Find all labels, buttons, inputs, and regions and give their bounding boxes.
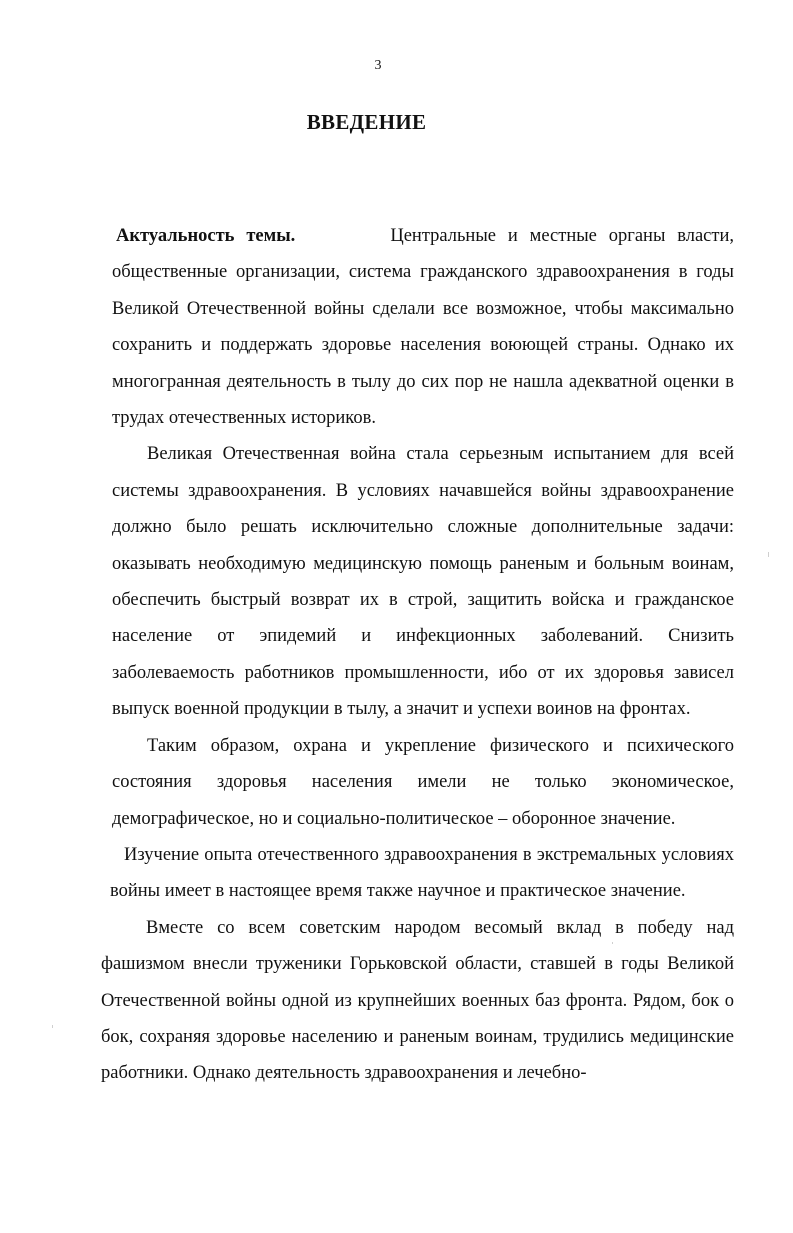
paragraph-war-challenge: Великая Отечественная война стала серьезным испытанием для всей системы здравоохранения. В условиях начавшейся войны здравоохранение должно было решать исключительно сложные дополнительные задачи: оказывать необходимую медицинскую помощь раненым и больным воинам, обеспечить быстрый возврат их в строй, защитить войска и гражданское население от эпидемий и инфекционных заболеваний. Снизить заболеваемость работников промышленности, ибо от их здоровья зависел выпуск военной продукции в тылу, а значит и успехи воинов на фронтах. [112,444,734,720]
page-number: 3 [374,58,382,73]
page-title: ВВЕДЕНИЕ [306,110,427,134]
scan-speck [612,942,613,944]
paragraph-gorky-region: Вместе со всем советским народом весомый вклад в победу над фашизмом внесли труженики Горьковской области, ставшей в годы Великой Отечественной войны одной из крупнейших военных баз фронта. Рядом, бок о бок, сохраняя здоровье населению и раненым воинам, трудились медицинские работники. Однако деятельность здравоохранения и лечебно- [101,917,734,1084]
paragraph-relevance [112,218,734,436]
paragraph-text: Центральные и местные органы власти, общественные организации, система гражданского здравоохранения в годы Великой Отечественной войны сделали все возможное, чтобы максимально сохранить и поддержать здоровье населения воюющей страны. Однако их многогранная деятельность в тылу до сих пор не нашла адекватной оценки в трудах отечественных историков. [112,226,735,429]
scan-speck [52,1025,53,1028]
document-body [101,218,735,1092]
paragraph-health-protection: Таким образом, охрана и укрепление физического и психического состояния здоровья населения имели не только экономическое, демографическое, но и социально-политическое – оборонное значение. [112,735,734,829]
scan-speck [768,552,769,557]
relevance-heading: Актуальность темы. [116,226,296,246]
paragraph-experience-study: Изучение опыта отечественного здравоохранения в экстремальных условиях войны имеет в настоящее время также научное и практическое значение. [110,844,734,902]
